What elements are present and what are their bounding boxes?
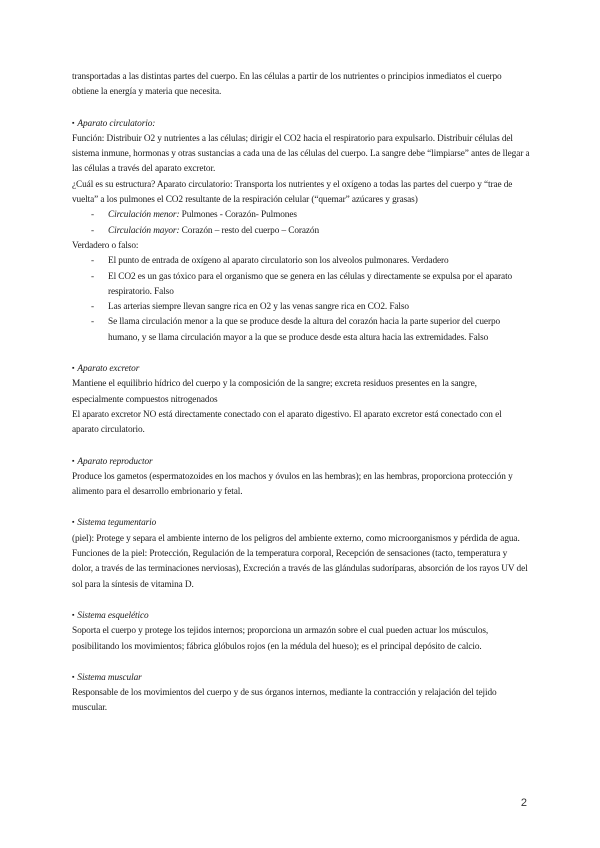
square-bullet-icon: ▪ bbox=[72, 610, 75, 619]
document-page bbox=[72, 70, 530, 717]
circulatorio-funcion: Función: Distribuir O2 y nutrientes a las células; dirigir el CO2 hacia el respiratorio para expulsarlo. Distribuir células del sistema inmune, hormonas y otras sustancias a cada una de las células del cuerpo. La sangre debe “limpiarse” antes de llegar a las células a través del aparato excretor. bbox=[72, 133, 530, 175]
section-heading-tegumentario: ▪ Sistema tegumentario bbox=[72, 518, 157, 529]
intro-paragraph: transportadas a las distintas partes del cuerpo. En las células a partir de los nutrientes o principios inmediatos el cuerpo obtiene la energía y materia que necesita. bbox=[72, 72, 502, 98]
list-item: - El CO2 es un gas tóxico para el organismo que se genera en las células y directamente se expulsa por el aparato respiratorio. Falso bbox=[72, 270, 530, 301]
muscular-paragraph: Responsable de los movimientos del cuerpo y de sus órganos internos, mediante la contracción y relajación del tejido muscular. bbox=[72, 688, 497, 714]
list-item: - Circulación mayor: Corazón – resto del cuerpo – Corazón bbox=[72, 224, 530, 239]
list-item: - Circulación menor: Pulmones - Corazón- Pulmones bbox=[72, 208, 530, 223]
list-item: - Se llama circulación menor a la que se produce desde la altura del corazón hacia la parte superior del cuerpo humano, y se llama circulación mayor a la que se produce desde esta altura hacia las extremidades. Falso bbox=[72, 315, 530, 346]
excretor-paragraph-1: Mantiene el equilibrio hídrico del cuerpo y la composición de la sangre; excreta residuos presentes en la sangre, especialmente compuestos nitrogenados bbox=[72, 379, 477, 405]
section-heading-excretor: ▪ Aparato excretor bbox=[72, 364, 140, 375]
true-false-title: Verdadero o falso: bbox=[72, 240, 139, 251]
section-heading-circulatorio: ▪ Aparato circulatorio: bbox=[72, 118, 156, 129]
esqueletico-paragraph: Soporta el cuerpo y protege los tejidos internos; proporciona un armazón sobre el cual pueden actuar los músculos, posibilitando los movimientos; fábrica glóbulos rojos (en la médula del hueso); es el principal depósito de calcio. bbox=[72, 626, 489, 652]
list-item: - El punto de entrada de oxígeno al aparato circulatorio son los alveolos pulmonares. Verdadero bbox=[72, 254, 530, 269]
excretor-paragraph-2: El aparato excretor NO está directamente conectado con el aparato digestivo. El aparato excretor está conectado con el aparato circulatorio. bbox=[72, 409, 502, 436]
page-number: 2 bbox=[520, 797, 527, 809]
section-heading-muscular: ▪ Sistema muscular bbox=[72, 672, 142, 683]
tegumentario-paragraph-1: (piel): Protege y separa el ambiente interno de los peligros del ambiente externo, como microorganismos y pérdida de agua. bbox=[72, 533, 520, 544]
circulatorio-estructura: ¿Cuál es su estructura? Aparato circulatorio: Transporta los nutrientes y el oxígeno a todas las partes del cuerpo y “trae de vuelta” a los pulmones el CO2 resultante de la respiración celular (“quemar” azúcares y grasas) bbox=[72, 179, 513, 206]
reproductor-paragraph: Produce los gametos (espermatozoides en los machos y óvulos en las hembras); en las hembras, proporciona protección y alimento para el desarrollo embrionario y fetal. bbox=[72, 471, 513, 498]
tegumentario-paragraph-2: Funciones de la piel: Protección, Regulación de la temperatura corporal, Recepción de sensaciones (tacto, temperatura y dolor, a través de las terminaciones nerviosas), Excreción a través de las glándulas sudoríparas, absorción de los rayos UV del sol para la síntesis de vitamina D. bbox=[72, 549, 528, 590]
section-heading-esqueletico: ▪ Sistema esquelético bbox=[72, 610, 149, 621]
square-bullet-icon: ▪ bbox=[72, 456, 75, 465]
true-false-list bbox=[72, 254, 530, 346]
section-heading-reproductor: ▪ Aparato reproductor bbox=[72, 456, 153, 467]
square-bullet-icon: ▪ bbox=[72, 364, 75, 373]
list-item: - Las arterias siempre llevan sangre rica en O2 y las venas sangre rica en CO2. Falso bbox=[72, 300, 530, 315]
square-bullet-icon: ▪ bbox=[72, 518, 75, 527]
circulation-list bbox=[72, 208, 530, 239]
square-bullet-icon: ▪ bbox=[72, 672, 75, 681]
square-bullet-icon: ▪ bbox=[72, 118, 75, 127]
